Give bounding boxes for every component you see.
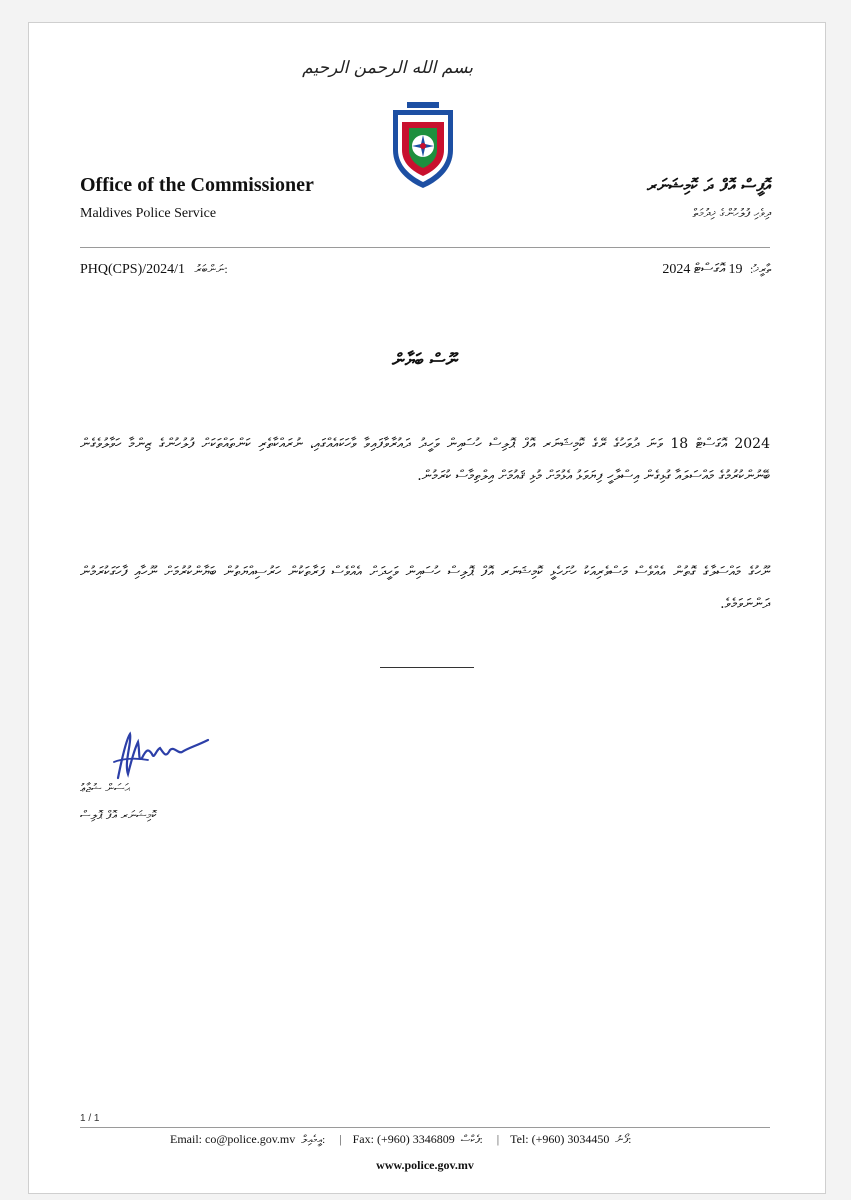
- date-month: އޮގަސްޓް: [693, 262, 725, 277]
- handwritten-signature: [108, 728, 212, 784]
- fax-label-dhivehi: ފެކްސް:: [460, 1134, 483, 1146]
- email-label-dhivehi: އީމެއިލް:: [301, 1134, 326, 1146]
- email-link[interactable]: co@police.gov.mv: [205, 1132, 296, 1146]
- separator: |: [339, 1132, 342, 1146]
- fax-label: Fax:: [352, 1132, 374, 1146]
- body-paragraph-2: ނޫހުގެ މައްސަލާގެ ގޮތުން އެއްވެސް މަސްވެރިއަކު ހުށަހެޅީ ކޮމިޝަނަރ އޮފް ޕޮލިސް ހުސައިން ވަހީދަށް އެއްވެސް ފަރާތަކުން ހަރުސިއްޔަތުން ބަޔާންކުރުމަށް ނޫހާއި ފާހަގަކުރަމުން ދަންނަވަމެވެ.: [80, 564, 770, 612]
- signatory-title: ކޮމިޝަނަރ އޮފް ޕޮލިސް: [80, 808, 157, 822]
- reference-label: ނަންބަރު:: [194, 262, 228, 276]
- separator: |: [496, 1132, 500, 1146]
- bismillah-calligraphy: بسم الله الرحمن الرحيم: [302, 58, 473, 78]
- fax-number: (+960) 3346809: [376, 1132, 455, 1146]
- date-label: ތާރީޚު:: [749, 262, 771, 276]
- office-title-dhivehi: އޮފީސް އޮފް ދަ ކޮމިޝަނަރ: [647, 176, 771, 196]
- police-emblem-icon: [387, 100, 459, 190]
- footer-divider: [80, 1127, 770, 1128]
- closing-line: [380, 667, 474, 668]
- reference-number: [80, 262, 228, 278]
- letter-date: [662, 262, 771, 278]
- website-link[interactable]: www.police.gov.mv: [376, 1158, 474, 1172]
- tel-number: (+960) 3034450: [531, 1132, 610, 1146]
- service-name-english: Maldives Police Service: [80, 206, 217, 221]
- document-title: ނޫސް ބަޔާން: [391, 350, 459, 371]
- footer-contacts: [170, 1132, 690, 1147]
- service-name-dhivehi: ދިވެހި ފުލުހުންގެ ޚިދުމަތް: [692, 206, 771, 220]
- signatory-name: ޙަސަން ޝުޖާޢު: [80, 781, 130, 795]
- page-number: 1 / 1: [80, 1113, 100, 1124]
- tel-label: Tel:: [510, 1132, 529, 1146]
- email-label: Email:: [170, 1132, 202, 1146]
- reference-value: PHQ(CPS)/2024/1: [80, 262, 186, 277]
- date-year: 2024: [662, 262, 691, 277]
- body-paragraph-1: 2024 އޮގަސްޓް 18 ވަނަ ދުވަހުގެ ރޭގެ ކޮމިޝަނަރ އޮފް ޕޮލިސް ހުސައިން ވަހީދު ދައުރާވާފައިވާ ވާހަކައެއްގައި، ނުރައްކާތެރި ކަންތައްތަކަށް ފުލުހުންގެ ޒިންމާ ހަވާލުވެގެން ބޭނުންކުރުމުގެ މައްސަލައާ ގުޅިގެން އިސްލާހީ ފިޔަވަޅު އެޅުމަށް މުޅި ޤައުމަށް އިލްތިމާސް ކުރަމުން.: [80, 436, 770, 484]
- office-title-english: Office of the Commissioner: [80, 174, 314, 196]
- tel-label-dhivehi: ފޯނު:: [615, 1134, 632, 1146]
- header-divider: [80, 247, 770, 248]
- date-day: 19: [728, 262, 743, 277]
